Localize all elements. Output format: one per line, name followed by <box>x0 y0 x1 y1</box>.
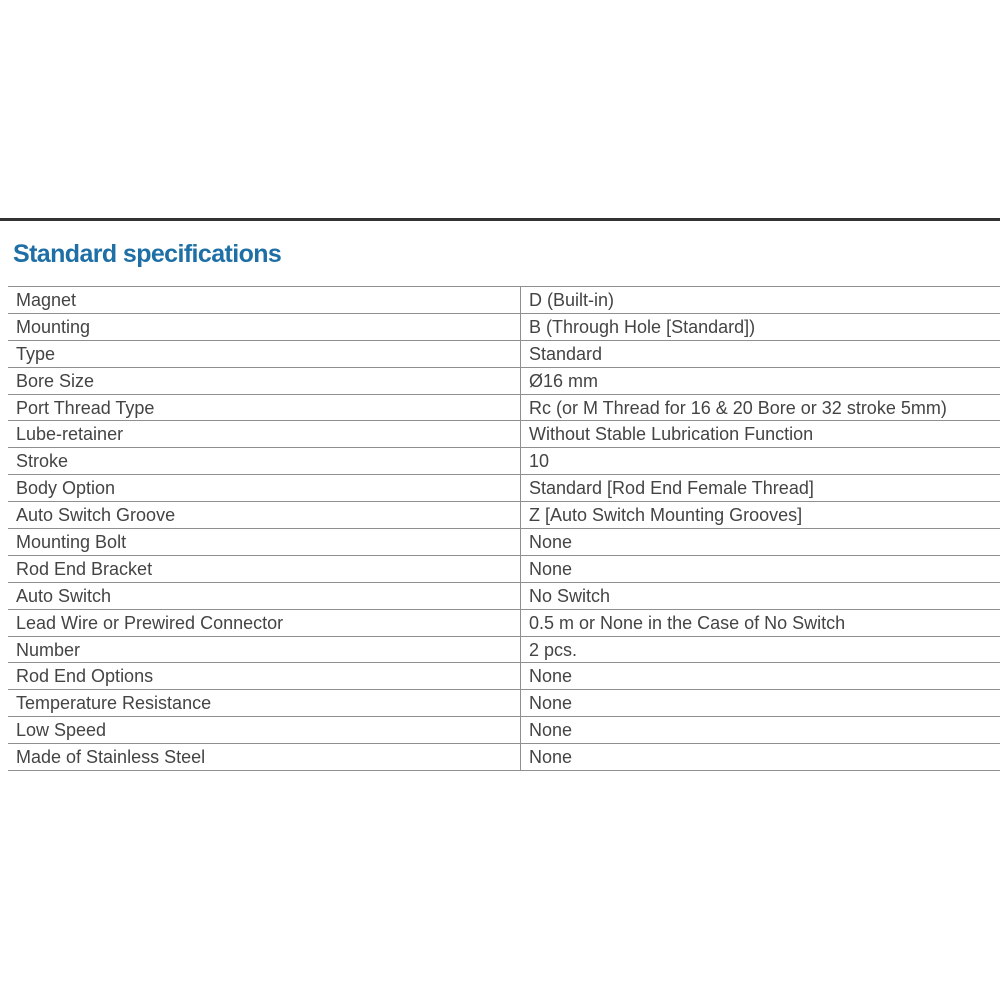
spec-name-cell: Bore Size <box>8 367 521 394</box>
spec-value-cell: None <box>521 717 1000 744</box>
spec-value-cell: None <box>521 744 1000 771</box>
table-row <box>8 287 1000 314</box>
spec-name-cell: Auto Switch Groove <box>8 502 521 529</box>
spec-value-cell: D (Built-in) <box>521 287 1000 314</box>
table-row <box>8 313 1000 340</box>
spec-value-cell: None <box>521 529 1000 556</box>
spec-name-cell: Number <box>8 636 521 663</box>
specifications-table <box>8 286 1000 771</box>
spec-value-cell: No Switch <box>521 582 1000 609</box>
table-row <box>8 475 1000 502</box>
spec-name-cell: Auto Switch <box>8 582 521 609</box>
table-row <box>8 367 1000 394</box>
spec-name-cell: Rod End Options <box>8 663 521 690</box>
page-title: Standard specifications <box>13 240 282 268</box>
spec-name-cell: Lead Wire or Prewired Connector <box>8 609 521 636</box>
table-row <box>8 609 1000 636</box>
table-row <box>8 744 1000 771</box>
spec-name-cell: Stroke <box>8 448 521 475</box>
spec-value-cell: None <box>521 690 1000 717</box>
spec-name-cell: Body Option <box>8 475 521 502</box>
spec-value-cell: B (Through Hole [Standard]) <box>521 313 1000 340</box>
spec-name-cell: Mounting <box>8 313 521 340</box>
top-divider <box>0 218 1000 221</box>
spec-value-cell: None <box>521 663 1000 690</box>
spec-value-cell: Z [Auto Switch Mounting Grooves] <box>521 502 1000 529</box>
spec-name-cell: Low Speed <box>8 717 521 744</box>
spec-name-cell: Temperature Resistance <box>8 690 521 717</box>
spec-value-cell: Without Stable Lubrication Function <box>521 421 1000 448</box>
spec-value-cell: Ø16 mm <box>521 367 1000 394</box>
table-row <box>8 555 1000 582</box>
table-row <box>8 340 1000 367</box>
spec-name-cell: Mounting Bolt <box>8 529 521 556</box>
table-row <box>8 448 1000 475</box>
spec-value-cell: Rc (or M Thread for 16 & 20 Bore or 32 stroke 5mm) <box>521 394 1000 421</box>
table-row <box>8 421 1000 448</box>
table-row <box>8 663 1000 690</box>
spec-value-cell: 0.5 m or None in the Case of No Switch <box>521 609 1000 636</box>
spec-name-cell: Lube-retainer <box>8 421 521 448</box>
table-row <box>8 690 1000 717</box>
specifications-table-body <box>8 287 1000 771</box>
spec-value-cell: None <box>521 555 1000 582</box>
table-row <box>8 529 1000 556</box>
spec-value-cell: 2 pcs. <box>521 636 1000 663</box>
spec-name-cell: Made of Stainless Steel <box>8 744 521 771</box>
spec-name-cell: Type <box>8 340 521 367</box>
spec-name-cell: Magnet <box>8 287 521 314</box>
table-row <box>8 394 1000 421</box>
spec-value-cell: Standard [Rod End Female Thread] <box>521 475 1000 502</box>
table-row <box>8 502 1000 529</box>
table-row <box>8 582 1000 609</box>
spec-value-cell: 10 <box>521 448 1000 475</box>
spec-name-cell: Rod End Bracket <box>8 555 521 582</box>
spec-value-cell: Standard <box>521 340 1000 367</box>
table-row <box>8 717 1000 744</box>
table-row <box>8 636 1000 663</box>
spec-name-cell: Port Thread Type <box>8 394 521 421</box>
